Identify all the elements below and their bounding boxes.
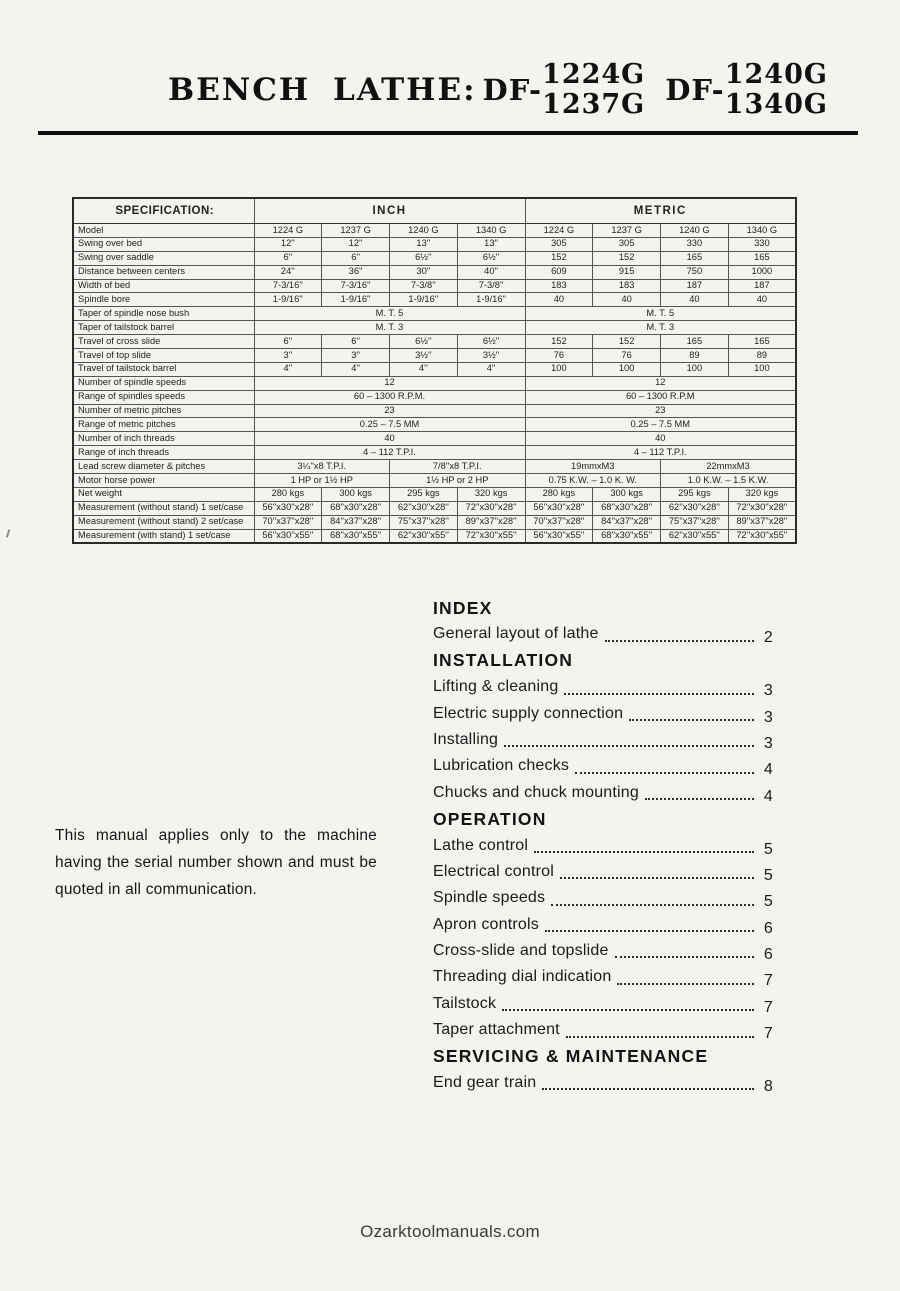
spec-cell: 60 – 1300 R.P.M — [525, 390, 796, 404]
spec-cell: 68''x30''x55'' — [322, 529, 390, 543]
spec-cell: 13'' — [390, 237, 458, 251]
spec-cell: M. T. 3 — [254, 321, 525, 335]
spec-cell: 183 — [593, 279, 661, 293]
spec-cell: 72''x30''x55'' — [457, 529, 525, 543]
spec-cell: 0.75 K.W. – 1.0 K. W. — [525, 474, 661, 488]
spec-cell: 36'' — [322, 265, 390, 279]
index-section-heading: INDEX — [433, 597, 493, 618]
dot-leader — [542, 1088, 754, 1090]
spec-cell: 320 kgs — [457, 487, 525, 501]
spec-cell: 56''x30''x55'' — [254, 529, 322, 543]
spec-row-label: Measurement (with stand) 1 set/case — [73, 529, 254, 543]
spec-cell: 915 — [593, 265, 661, 279]
spec-cell: 6'' — [254, 251, 322, 265]
index-item-page-number: 6 — [763, 919, 773, 937]
spec-cell: 40 — [525, 432, 796, 446]
spec-cell: 84''x37''x28'' — [322, 515, 390, 529]
spec-cell: 62''x30''x55'' — [661, 529, 729, 543]
index-item — [433, 885, 773, 911]
spec-cell: 4'' — [322, 362, 390, 376]
spec-cell: 1240 G — [661, 224, 729, 238]
index-item-label: Cross-slide and topslide — [433, 942, 609, 960]
spec-cell: 89''x37''x28'' — [457, 515, 525, 529]
title-model-prefix-2: DF- — [665, 73, 725, 108]
index-item-page-number: 5 — [763, 840, 773, 858]
index-item-label: Lubrication checks — [433, 757, 570, 775]
spec-cell: 330 — [728, 237, 796, 251]
spec-row-label: Number of metric pitches — [73, 404, 254, 418]
spec-cell: 4 – 112 T.P.I. — [525, 446, 796, 460]
spec-cell: 1340 G — [457, 224, 525, 238]
dot-leader — [551, 904, 754, 906]
dot-leader — [605, 640, 754, 642]
index-item — [433, 991, 773, 1017]
spec-cell: 1 HP or 1½ HP — [254, 474, 390, 488]
spec-cell: 4'' — [457, 362, 525, 376]
dot-leader — [629, 719, 754, 721]
spec-cell: 76 — [525, 349, 593, 363]
index-item-page-number: 2 — [763, 629, 773, 647]
spec-cell: 3½'' — [390, 349, 458, 363]
dot-leader — [645, 798, 754, 800]
index-item-label: Installing — [433, 730, 499, 748]
index-list — [433, 595, 773, 1096]
spec-cell: 152 — [593, 335, 661, 349]
spec-cell: 3¼''x8 T.P.I. — [254, 460, 390, 474]
spec-cell: 165 — [728, 335, 796, 349]
spec-row-label: Travel of cross slide — [73, 335, 254, 349]
title-model-stack-2 — [725, 60, 828, 120]
spec-table-row — [73, 293, 796, 307]
spec-cell: 1237 G — [322, 224, 390, 238]
index-item-page-number: 7 — [763, 972, 773, 990]
index-section-heading: OPERATION — [433, 808, 547, 829]
spec-row-label: Motor horse power — [73, 474, 254, 488]
spec-table-row — [73, 349, 796, 363]
spec-cell: 1-9/16'' — [457, 293, 525, 307]
spec-row-label: Travel of top slide — [73, 349, 254, 363]
spec-cell: M. T. 3 — [525, 321, 796, 335]
index-item — [433, 912, 773, 938]
spec-cell: 23 — [254, 404, 525, 418]
spec-cell: 75''x37''x28'' — [661, 515, 729, 529]
spec-table-row — [73, 404, 796, 418]
spec-table-row — [73, 474, 796, 488]
spec-cell: 1240 G — [390, 224, 458, 238]
spec-table-row — [73, 265, 796, 279]
spec-row-label: Taper of tailstock barrel — [73, 321, 254, 335]
spec-table-row — [73, 515, 796, 529]
spec-cell: 305 — [593, 237, 661, 251]
spec-cell: 40 — [254, 432, 525, 446]
spec-header-row — [73, 198, 796, 224]
spec-cell: 305 — [525, 237, 593, 251]
index-item-page-number: 3 — [763, 734, 773, 752]
spec-cell: 6'' — [322, 251, 390, 265]
spec-cell: 330 — [661, 237, 729, 251]
dot-leader — [615, 956, 754, 958]
spec-cell: 6½'' — [390, 335, 458, 349]
title-model-1340g: 1340G — [724, 89, 828, 121]
spec-row-label: Number of spindle speeds — [73, 376, 254, 390]
title-divider-rule — [38, 131, 858, 135]
spec-cell: 100 — [728, 362, 796, 376]
index-item-label: Electric supply connection — [433, 704, 624, 722]
spec-cell: 12 — [254, 376, 525, 390]
spec-cell: 22mmxM3 — [661, 460, 797, 474]
index-item-label: Threading dial indication — [433, 968, 612, 986]
title-model-1224g: 1224G — [542, 59, 646, 90]
spec-row-label: Lead screw diameter & pitches — [73, 460, 254, 474]
index-item — [433, 964, 773, 990]
spec-cell: 75''x37''x28'' — [390, 515, 458, 529]
index-item-label: End gear train — [433, 1074, 537, 1092]
spec-cell: 84''x37''x28'' — [593, 515, 661, 529]
dot-leader — [575, 772, 754, 774]
spec-cell: 89 — [661, 349, 729, 363]
index-item-label: Electrical control — [433, 862, 554, 880]
spec-cell: 3'' — [254, 349, 322, 363]
spec-cell: 0.25 – 7.5 MM — [254, 418, 525, 432]
spec-cell: 295 kgs — [661, 487, 729, 501]
spec-table-row — [73, 460, 796, 474]
spec-cell: 56''x30''x55'' — [525, 529, 593, 543]
spec-row-label: Number of inch threads — [73, 432, 254, 446]
spec-cell: 6'' — [254, 335, 322, 349]
dot-leader — [534, 851, 754, 853]
title-model-1237g: 1237G — [542, 89, 646, 121]
spec-table-row — [73, 390, 796, 404]
spec-row-label: Range of spindles speeds — [73, 390, 254, 404]
spec-cell: 6½'' — [457, 335, 525, 349]
spec-cell: M. T. 5 — [254, 307, 525, 321]
spec-cell: 187 — [661, 279, 729, 293]
spec-cell: 1-9/16'' — [254, 293, 322, 307]
index-item — [433, 938, 773, 964]
spec-cell: 24'' — [254, 265, 322, 279]
index-item — [433, 753, 773, 779]
spec-cell: 280 kgs — [525, 487, 593, 501]
spec-cell: 40 — [525, 293, 593, 307]
spec-cell: 6½'' — [457, 251, 525, 265]
spec-table-body — [73, 224, 796, 544]
spec-row-label: Distance between centers — [73, 265, 254, 279]
dot-leader — [504, 745, 754, 747]
spec-cell: 165 — [728, 251, 796, 265]
title-model-stack-1 — [542, 60, 645, 120]
index-item-label: Lathe control — [433, 836, 529, 854]
spec-cell: 152 — [525, 251, 593, 265]
spec-cell: 1224 G — [254, 224, 322, 238]
scan-artifact-mark — [6, 529, 13, 538]
index-item-label: Spindle speeds — [433, 889, 546, 907]
spec-row-label: Model — [73, 224, 254, 238]
index-item-page-number: 7 — [763, 1025, 773, 1043]
spec-cell: 6½'' — [390, 251, 458, 265]
dot-leader — [617, 983, 754, 985]
spec-table-row — [73, 418, 796, 432]
spec-table-row — [73, 335, 796, 349]
spec-cell: 1.0 K.W. – 1.5 K.W. — [661, 474, 797, 488]
spec-cell: M. T. 5 — [525, 307, 796, 321]
spec-table-row — [73, 224, 796, 238]
spec-table-row — [73, 487, 796, 501]
spec-cell: 56''x30''x28'' — [525, 501, 593, 515]
spec-cell: 70''x37''x28'' — [525, 515, 593, 529]
spec-cell: 4'' — [254, 362, 322, 376]
spec-cell: 609 — [525, 265, 593, 279]
spec-cell: 40 — [593, 293, 661, 307]
spec-cell: 4 – 112 T.P.I. — [254, 446, 525, 460]
spec-cell: 750 — [661, 265, 729, 279]
index-item-page-number: 7 — [763, 998, 773, 1016]
spec-row-label: Range of inch threads — [73, 446, 254, 460]
spec-cell: 72''x30''x28'' — [457, 501, 525, 515]
title-text: BENCH LATHE: — [168, 72, 477, 109]
index-item-page-number: 4 — [763, 787, 773, 805]
spec-cell: 183 — [525, 279, 593, 293]
spec-cell: 7-3/8'' — [390, 279, 458, 293]
spec-cell: 7-3/16'' — [254, 279, 322, 293]
spec-row-label: Measurement (without stand) 2 set/case — [73, 515, 254, 529]
spec-cell: 3'' — [322, 349, 390, 363]
spec-cell: 7/8''x8 T.P.I. — [390, 460, 526, 474]
spec-cell: 56''x30''x28'' — [254, 501, 322, 515]
spec-table-row — [73, 432, 796, 446]
spec-cell: 320 kgs — [728, 487, 796, 501]
spec-header-inch: INCH — [254, 198, 525, 224]
spec-cell: 6'' — [322, 335, 390, 349]
spec-table-row — [73, 307, 796, 321]
spec-cell: 40 — [728, 293, 796, 307]
spec-row-label: Range of metric pitches — [73, 418, 254, 432]
index-item-label: Chucks and chuck mounting — [433, 783, 639, 801]
spec-cell: 152 — [525, 335, 593, 349]
index-item-page-number: 3 — [763, 708, 773, 726]
spec-header-metric: METRIC — [525, 198, 796, 224]
spec-cell: 62''x30''x28'' — [661, 501, 729, 515]
index-item-label: Tailstock — [433, 994, 497, 1012]
spec-table-row — [73, 446, 796, 460]
spec-cell: 70''x37''x28'' — [254, 515, 322, 529]
spec-cell: 7-3/8'' — [457, 279, 525, 293]
spec-cell: 89 — [728, 349, 796, 363]
index-item-page-number: 6 — [763, 946, 773, 964]
index-item — [433, 1070, 773, 1096]
title-model-1240g: 1240G — [724, 59, 828, 90]
spec-row-label: Width of bed — [73, 279, 254, 293]
index-item — [433, 621, 773, 647]
index-item — [433, 1017, 773, 1043]
spec-cell: 1½ HP or 2 HP — [390, 474, 526, 488]
spec-cell: 3½'' — [457, 349, 525, 363]
spec-cell: 280 kgs — [254, 487, 322, 501]
spec-row-label: Spindle bore — [73, 293, 254, 307]
dot-leader — [502, 1009, 754, 1011]
spec-header-label: SPECIFICATION: — [73, 198, 254, 224]
spec-cell: 30'' — [390, 265, 458, 279]
spec-cell: 295 kgs — [390, 487, 458, 501]
index-item-page-number: 5 — [763, 866, 773, 884]
index-item — [433, 859, 773, 885]
index-item — [433, 674, 773, 700]
index-item-page-number: 4 — [763, 761, 773, 779]
index-item-page-number: 3 — [763, 682, 773, 700]
spec-cell: 100 — [593, 362, 661, 376]
spec-cell: 0.25 – 7.5 MM — [525, 418, 796, 432]
spec-row-label: Swing over bed — [73, 237, 254, 251]
spec-cell: 1-9/16'' — [390, 293, 458, 307]
page-title — [0, 60, 900, 120]
specification-table — [72, 197, 797, 544]
spec-cell: 7-3/16'' — [322, 279, 390, 293]
spec-cell: 68''x30''x28'' — [593, 501, 661, 515]
spec-table-row — [73, 501, 796, 515]
spec-cell: 165 — [661, 335, 729, 349]
spec-table-row — [73, 279, 796, 293]
index-section-heading: INSTALLATION — [433, 650, 574, 671]
spec-cell: 12 — [525, 376, 796, 390]
spec-cell: 1224 G — [525, 224, 593, 238]
footer-watermark: Ozarktoolmanuals.com — [360, 1222, 540, 1241]
spec-cell: 89''x37''x28'' — [728, 515, 796, 529]
spec-cell: 40'' — [457, 265, 525, 279]
index-item — [433, 780, 773, 806]
spec-table-row — [73, 362, 796, 376]
index-item-label: Taper attachment — [433, 1021, 560, 1039]
dot-leader — [560, 877, 754, 879]
spec-cell: 68''x30''x28'' — [322, 501, 390, 515]
spec-cell: 187 — [728, 279, 796, 293]
spec-row-label: Swing over saddle — [73, 251, 254, 265]
spec-table-row — [73, 321, 796, 335]
spec-cell: 12'' — [322, 237, 390, 251]
spec-cell: 23 — [525, 404, 796, 418]
spec-cell: 60 – 1300 R.P.M. — [254, 390, 525, 404]
spec-cell: 1237 G — [593, 224, 661, 238]
spec-cell: 62''x30''x55'' — [390, 529, 458, 543]
spec-table-row — [73, 251, 796, 265]
spec-row-label: Measurement (without stand) 1 set/case — [73, 501, 254, 515]
spec-row-label: Travel of tailstock barrel — [73, 362, 254, 376]
serial-number-note: This manual applies only to the machine having the serial number shown and must be quoted in all communication. — [55, 826, 377, 898]
spec-cell: 40 — [661, 293, 729, 307]
index-item-label: Apron controls — [433, 915, 539, 933]
spec-cell: 76 — [593, 349, 661, 363]
spec-cell: 72''x30''x28'' — [728, 501, 796, 515]
index-item-page-number: 8 — [763, 1078, 773, 1096]
spec-cell: 12'' — [254, 237, 322, 251]
spec-cell: 1-9/16'' — [322, 293, 390, 307]
spec-cell: 4'' — [390, 362, 458, 376]
spec-cell: 13'' — [457, 237, 525, 251]
spec-cell: 300 kgs — [322, 487, 390, 501]
spec-cell: 68''x30''x55'' — [593, 529, 661, 543]
spec-table-row — [73, 529, 796, 543]
dot-leader — [566, 1036, 754, 1038]
spec-cell: 100 — [661, 362, 729, 376]
spec-cell: 19mmxM3 — [525, 460, 661, 474]
spec-cell: 100 — [525, 362, 593, 376]
index-item-label: Lifting & cleaning — [433, 678, 559, 696]
spec-row-label: Taper of spindle nose bush — [73, 307, 254, 321]
spec-cell: 165 — [661, 251, 729, 265]
spec-table-row — [73, 237, 796, 251]
spec-cell: 72''x30''x55'' — [728, 529, 796, 543]
spec-table-row — [73, 376, 796, 390]
dot-leader — [545, 930, 754, 932]
spec-cell: 1000 — [728, 265, 796, 279]
index-item — [433, 701, 773, 727]
spec-cell: 62''x30''x28'' — [390, 501, 458, 515]
index-item-page-number: 5 — [763, 893, 773, 911]
index-item — [433, 833, 773, 859]
spec-cell: 1340 G — [728, 224, 796, 238]
index-section-heading: SERVICING & MAINTENANCE — [433, 1046, 709, 1067]
spec-row-label: Net weight — [73, 487, 254, 501]
title-model-prefix-1: DF- — [482, 73, 543, 108]
spec-cell: 152 — [593, 251, 661, 265]
dot-leader — [564, 693, 754, 695]
index-item-label: General layout of lathe — [433, 625, 599, 643]
index-item — [433, 727, 773, 753]
spec-cell: 300 kgs — [593, 487, 661, 501]
